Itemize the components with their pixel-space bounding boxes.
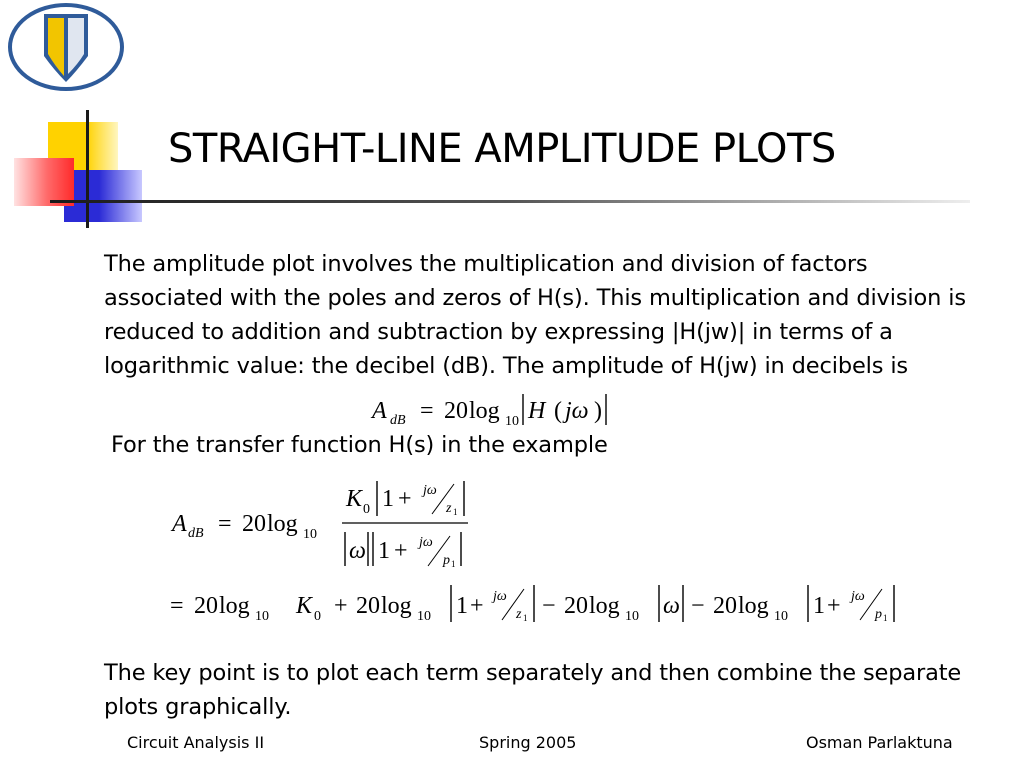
deco-horizontal-rule (50, 200, 970, 203)
eq3-base1: 10 (255, 609, 269, 624)
deco-vertical-line (86, 110, 89, 228)
eq1-coef: 20 (444, 398, 468, 424)
deco-blue-square (64, 170, 142, 222)
transfer-function-equation (168, 476, 488, 576)
eq2-equals: = (218, 511, 232, 537)
eq2-den-p: p (443, 553, 450, 568)
eq3-K: K (296, 593, 313, 619)
eq3-one2: 1 (813, 593, 825, 619)
expanded-equation (168, 580, 908, 628)
eq3-plus2: + (470, 593, 484, 619)
conclusion-paragraph: The key point is to plot each term separately and then combine the separate plots graphically. (104, 660, 962, 720)
eq3-plus3: + (827, 593, 841, 619)
eq3-base2: 10 (417, 609, 431, 624)
eq2-num-z: z (446, 501, 452, 516)
eq3-z-sub: 1 (523, 613, 528, 623)
eq3-K-sub: 0 (314, 609, 321, 624)
eq3-log4: log (738, 593, 769, 619)
eq3-jw1: jω (493, 589, 507, 604)
transfer-function-text: For the transfer function H(s) in the example (111, 432, 608, 458)
eq3-minus2: − (691, 593, 705, 619)
footer-term: Spring 2005 (479, 733, 577, 752)
eq2-num-z-sub: 1 (453, 507, 458, 517)
eq2-num-jw: jω (423, 483, 437, 498)
eq3-coef3: 20 (564, 593, 588, 619)
eq1-lparen: ( (554, 398, 562, 424)
eq2-base: 10 (303, 527, 317, 542)
eq3-log2: log (381, 593, 412, 619)
eq3-w: ω (663, 593, 680, 619)
eq3-p: p (875, 607, 882, 622)
eq2-K: K (346, 486, 363, 512)
eq3-log1: log (219, 593, 250, 619)
eq1-dB: dB (390, 413, 406, 428)
eq3-one1: 1 (456, 593, 468, 619)
eq2-log: log (267, 511, 298, 537)
footer-author: Osman Parlaktuna (806, 733, 953, 752)
eq1-log: log (469, 398, 500, 424)
footer-course: Circuit Analysis II (127, 733, 265, 752)
eq2-num-one: 1 (382, 486, 394, 512)
eq1-H: H (528, 398, 546, 424)
eq3-log3: log (589, 593, 620, 619)
eq1-A: A (372, 398, 387, 424)
eq3-coef4: 20 (713, 593, 737, 619)
eq2-K-sub: 0 (363, 502, 370, 517)
eq2-den-jw: jω (419, 535, 433, 550)
eq3-p-sub: 1 (883, 613, 888, 623)
eq3-minus1: − (542, 593, 556, 619)
eq3-z: z (516, 607, 522, 622)
eq2-coef: 20 (242, 511, 266, 537)
eq2-dB: dB (188, 526, 204, 541)
eq1-base: 10 (505, 414, 519, 429)
eq3-coef1: 20 (194, 593, 218, 619)
eq3-base3: 10 (625, 609, 639, 624)
eq2-den-w: ω (349, 538, 366, 564)
eq3-coef2: 20 (356, 593, 380, 619)
eq2-num-plus: + (398, 486, 412, 512)
eq3-plus1: + (334, 593, 348, 619)
eq2-den-plus: + (394, 538, 408, 564)
eq3-jw2: jω (851, 589, 865, 604)
intro-paragraph: The amplitude plot involves the multiplication and division of factors associated with the poles and zeros of H(s). This multiplication and division is reduced to addition and subtraction by expressing |H(jw)| in terms of a logarithmic value: the decibel (dB). The amplitude of H(jw) in decibels is (104, 251, 966, 379)
eq2-den-p-sub: 1 (451, 559, 456, 569)
decibel-equation (368, 388, 648, 432)
eq2-den-one: 1 (378, 538, 390, 564)
university-logo (4, 2, 128, 94)
eq1-jw: jω (565, 398, 589, 424)
eq2-A: A (172, 511, 187, 537)
eq1-equals: = (420, 398, 434, 424)
slide-title: STRAIGHT-LINE AMPLITUDE PLOTS (168, 126, 836, 172)
eq1-rparen: ) (594, 398, 602, 424)
eq3-equals: = (170, 593, 184, 619)
eq3-base4: 10 (774, 609, 788, 624)
deco-red-square (14, 158, 74, 206)
